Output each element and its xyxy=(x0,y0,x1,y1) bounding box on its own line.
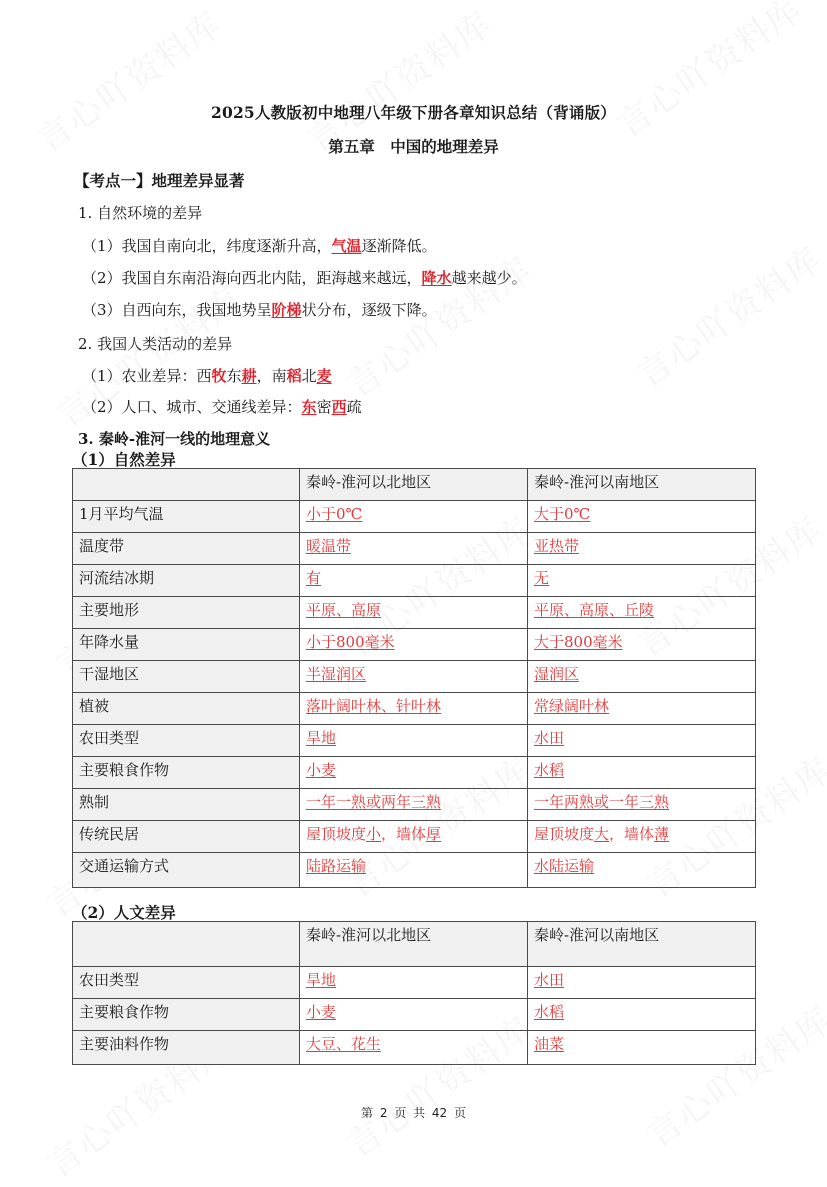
section1-heading: 1. 自然环境的差异 xyxy=(78,204,203,222)
row-label: 河流结冰期 xyxy=(73,565,300,597)
row-label: 主要地形 xyxy=(73,597,300,629)
row-label: 1月平均气温 xyxy=(73,501,300,533)
section2-item-1: （1）农业差异：西牧东耕，南稻北麦 xyxy=(82,367,332,385)
table-row xyxy=(73,757,756,789)
header-cell-north: 秦岭-淮河以北地区 xyxy=(300,922,528,967)
header-cell-empty xyxy=(73,922,300,967)
natural-differences-table xyxy=(72,468,756,888)
key-term: 麦 xyxy=(316,367,332,385)
south-value: 水田 xyxy=(534,971,565,989)
key-point-heading: 【考点一】地理差异显著 xyxy=(74,171,245,190)
table-header-row xyxy=(73,469,756,501)
human-differences-table xyxy=(72,921,756,1065)
north-value: 暖温带 xyxy=(306,537,352,555)
table-row xyxy=(73,661,756,693)
human-differences-heading: （2）人文差异 xyxy=(72,903,176,922)
row-label: 干湿地区 xyxy=(73,661,300,693)
south-value: 无 xyxy=(534,569,550,587)
section2-item-2: （2）人口、城市、交通线差异：东密西疏 xyxy=(82,398,362,416)
table-row xyxy=(73,565,756,597)
row-label: 主要粮食作物 xyxy=(73,999,300,1031)
south-value: 水稻 xyxy=(534,761,565,779)
key-term: 稻 xyxy=(286,367,302,385)
north-value: 陆路运输 xyxy=(306,857,367,875)
header-cell-south: 秦岭-淮河以南地区 xyxy=(528,922,756,967)
table-row xyxy=(73,789,756,821)
page-number: 第 2 页 共 42 页 xyxy=(361,1106,466,1120)
table-row xyxy=(73,629,756,661)
key-term: 耕 xyxy=(241,367,257,385)
north-value: 有 xyxy=(306,569,322,587)
south-value: 一年两熟或一年三熟 xyxy=(534,793,670,811)
north-value: 落叶阔叶林、针叶林 xyxy=(306,697,442,715)
south-value: 油菜 xyxy=(534,1035,565,1053)
north-value: 小麦 xyxy=(306,761,337,779)
header-cell-north: 秦岭-淮河以北地区 xyxy=(300,469,528,501)
north-value: 屋顶坡度小，墙体厚 xyxy=(300,821,528,853)
table-row xyxy=(73,1031,756,1065)
table-row xyxy=(73,821,756,853)
row-label: 年降水量 xyxy=(73,629,300,661)
table-row xyxy=(73,999,756,1031)
section1-item-2: （2）我国自东南沿海向西北内陆，距海越来越远，降水越来越少。 xyxy=(82,269,527,287)
north-value: 旱地 xyxy=(306,971,337,989)
south-value: 水田 xyxy=(534,729,565,747)
south-value: 常绿阔叶林 xyxy=(534,697,610,715)
row-label: 农田类型 xyxy=(73,967,300,999)
key-term: 西 xyxy=(331,398,347,416)
table-row xyxy=(73,597,756,629)
north-value: 小于0℃ xyxy=(306,505,363,523)
chapter-title: 第五章 中国的地理差异 xyxy=(328,137,499,156)
table-row xyxy=(73,533,756,565)
row-label: 熟制 xyxy=(73,789,300,821)
key-term: 东 xyxy=(301,398,317,416)
section2-heading: 2. 我国人类活动的差异 xyxy=(78,335,233,353)
south-value: 平原、高原、丘陵 xyxy=(534,601,655,619)
row-label: 植被 xyxy=(73,693,300,725)
north-value: 平原、高原 xyxy=(306,601,382,619)
natural-differences-heading: （1）自然差异 xyxy=(72,450,176,469)
table-row xyxy=(73,967,756,999)
table-header-row xyxy=(73,922,756,967)
table-row xyxy=(73,853,756,888)
south-value: 亚热带 xyxy=(534,537,580,555)
table-row xyxy=(73,725,756,757)
south-value: 水陆运输 xyxy=(534,857,595,875)
row-label: 温度带 xyxy=(73,533,300,565)
north-value: 小于800毫米 xyxy=(306,633,395,651)
south-value: 大于800毫米 xyxy=(534,633,623,651)
south-value: 大于0℃ xyxy=(534,505,591,523)
south-value: 水稻 xyxy=(534,1003,565,1021)
header-cell-south: 秦岭-淮河以南地区 xyxy=(528,469,756,501)
north-value: 大豆、花生 xyxy=(306,1035,382,1053)
south-value: 湿润区 xyxy=(534,665,580,683)
north-value: 小麦 xyxy=(306,1003,337,1021)
north-value: 旱地 xyxy=(306,729,337,747)
row-label: 交通运输方式 xyxy=(73,853,300,888)
section1-item-1: （1）我国自南向北，纬度逐渐升高，气温逐渐降低。 xyxy=(82,237,437,255)
section1-item-3: （3）自西向东，我国地势呈阶梯状分布，逐级下降。 xyxy=(82,301,437,319)
document-title: 2025人教版初中地理八年级下册各章知识总结（背诵版） xyxy=(210,103,617,122)
row-label: 传统民居 xyxy=(73,821,300,853)
south-value: 屋顶坡度大，墙体薄 xyxy=(528,821,756,853)
header-cell-empty xyxy=(73,469,300,501)
key-term: 牧 xyxy=(211,367,227,385)
table-row xyxy=(73,693,756,725)
north-value: 半湿润区 xyxy=(306,665,367,683)
row-label: 主要粮食作物 xyxy=(73,757,300,789)
table-row xyxy=(73,501,756,533)
row-label: 农田类型 xyxy=(73,725,300,757)
key-term: 阶梯 xyxy=(271,301,302,319)
section3-heading: 3. 秦岭-淮河一线的地理意义 xyxy=(78,430,271,448)
row-label: 主要油料作物 xyxy=(73,1031,300,1065)
key-term: 气温 xyxy=(331,237,362,255)
north-value: 一年一熟或两年三熟 xyxy=(306,793,442,811)
key-term: 降水 xyxy=(421,269,452,287)
